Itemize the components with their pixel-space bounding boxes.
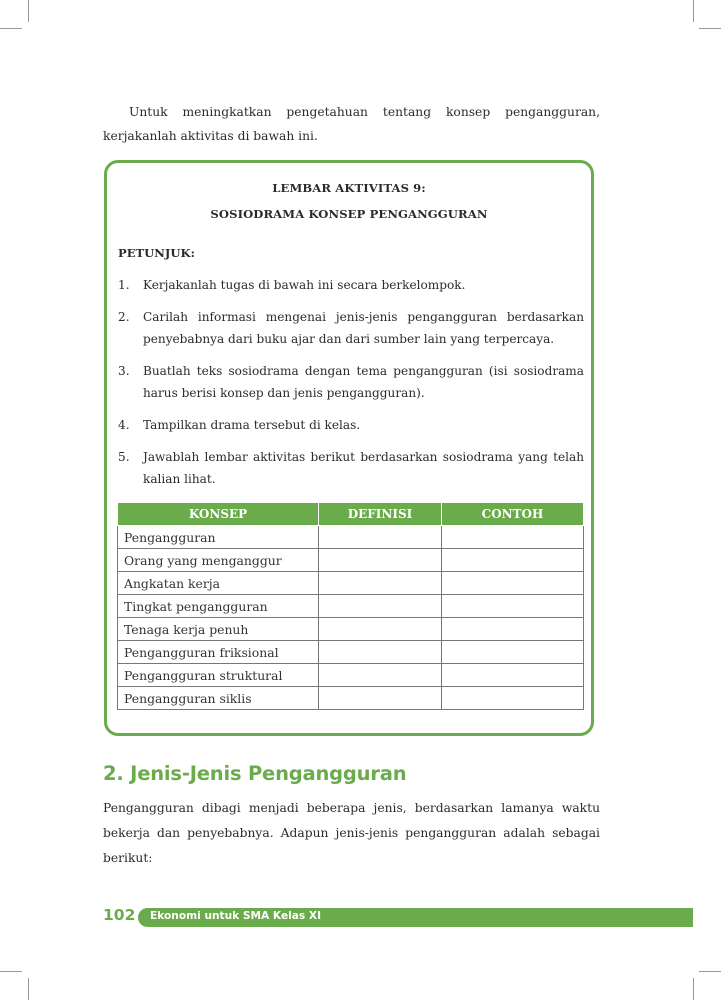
activity-subtitle: SOSIODRAMA KONSEP PENGANGGURAN	[210, 207, 488, 221]
concept-cell: Pengangguran siklis	[118, 687, 319, 710]
table-row	[118, 664, 584, 687]
concept-cell: Tingkat pengangguran	[118, 595, 319, 618]
instruction-item: 2. Carilah informasi mengenai jenis-jenis pengangguran berdasarkan penyebabnya dari buku ajar dan dari sumber lain yang terpercaya.	[118, 310, 584, 346]
instruction-item: 4. Tampilkan drama tersebut di kelas.	[118, 418, 361, 432]
book-title: Ekonomi untuk SMA Kelas XI	[150, 910, 322, 922]
example-cell[interactable]	[442, 618, 584, 641]
section-paragraph: Pengangguran dibagi menjadi beberapa jenis, berdasarkan lamanya waktu bekerja dan penyebabnya. Adapun jenis-jenis pengangguran adalah sebagai berikut:	[103, 801, 600, 865]
concept-cell: Tenaga kerja penuh	[118, 618, 319, 641]
crop-mark	[28, 978, 29, 1000]
activity-table	[117, 502, 584, 710]
instructions-label: PETUNJUK:	[118, 246, 195, 260]
example-cell[interactable]	[442, 549, 584, 572]
definition-cell[interactable]	[319, 549, 442, 572]
definition-cell[interactable]	[319, 687, 442, 710]
table-row	[118, 549, 584, 572]
example-cell[interactable]	[442, 664, 584, 687]
concept-cell: Orang yang menganggur	[118, 549, 319, 572]
column-header-definisi: DEFINISI	[319, 503, 442, 526]
instruction-item: 3. Buatlah teks sosiodrama dengan tema pengangguran (isi sosiodrama harus berisi konsep dan jenis pengangguran).	[118, 364, 584, 400]
example-cell[interactable]	[442, 572, 584, 595]
crop-mark	[28, 0, 29, 22]
column-header-contoh: CONTOH	[442, 503, 584, 526]
footer-bar	[138, 908, 693, 927]
page-number: 102	[103, 906, 136, 924]
table-row	[118, 526, 584, 549]
definition-cell[interactable]	[319, 664, 442, 687]
definition-cell[interactable]	[319, 618, 442, 641]
instruction-item: 5. Jawablah lembar aktivitas berikut berdasarkan sosiodrama yang telah kalian lihat.	[118, 450, 584, 486]
crop-mark	[693, 0, 694, 22]
example-cell[interactable]	[442, 595, 584, 618]
activity-title: LEMBAR AKTIVITAS 9:	[272, 181, 426, 195]
crop-mark	[693, 978, 694, 1000]
table-row	[118, 572, 584, 595]
table-row	[118, 595, 584, 618]
concept-cell: Angkatan kerja	[118, 572, 319, 595]
definition-cell[interactable]	[319, 526, 442, 549]
crop-mark	[0, 971, 22, 972]
definition-cell[interactable]	[319, 595, 442, 618]
crop-mark	[699, 971, 721, 972]
crop-mark	[0, 28, 22, 29]
instruction-item: 1. Kerjakanlah tugas di bawah ini secara berkelompok.	[118, 278, 466, 292]
concept-cell: Pengangguran friksional	[118, 641, 319, 664]
table-row	[118, 618, 584, 641]
concept-cell: Pengangguran struktural	[118, 664, 319, 687]
table-row	[118, 687, 584, 710]
section-heading: 2. Jenis-Jenis Pengangguran	[103, 762, 407, 785]
instruction-list	[118, 274, 584, 500]
example-cell[interactable]	[442, 526, 584, 549]
crop-mark	[699, 28, 721, 29]
intro-paragraph: Untuk meningkatkan pengetahuan tentang konsep pengangguran, kerjakanlah aktivitas di bawah ini.	[103, 105, 600, 143]
example-cell[interactable]	[442, 687, 584, 710]
table-header-row	[118, 503, 584, 526]
definition-cell[interactable]	[319, 572, 442, 595]
example-cell[interactable]	[442, 641, 584, 664]
concept-cell: Pengangguran	[118, 526, 319, 549]
column-header-konsep: KONSEP	[118, 503, 319, 526]
table-row	[118, 641, 584, 664]
definition-cell[interactable]	[319, 641, 442, 664]
